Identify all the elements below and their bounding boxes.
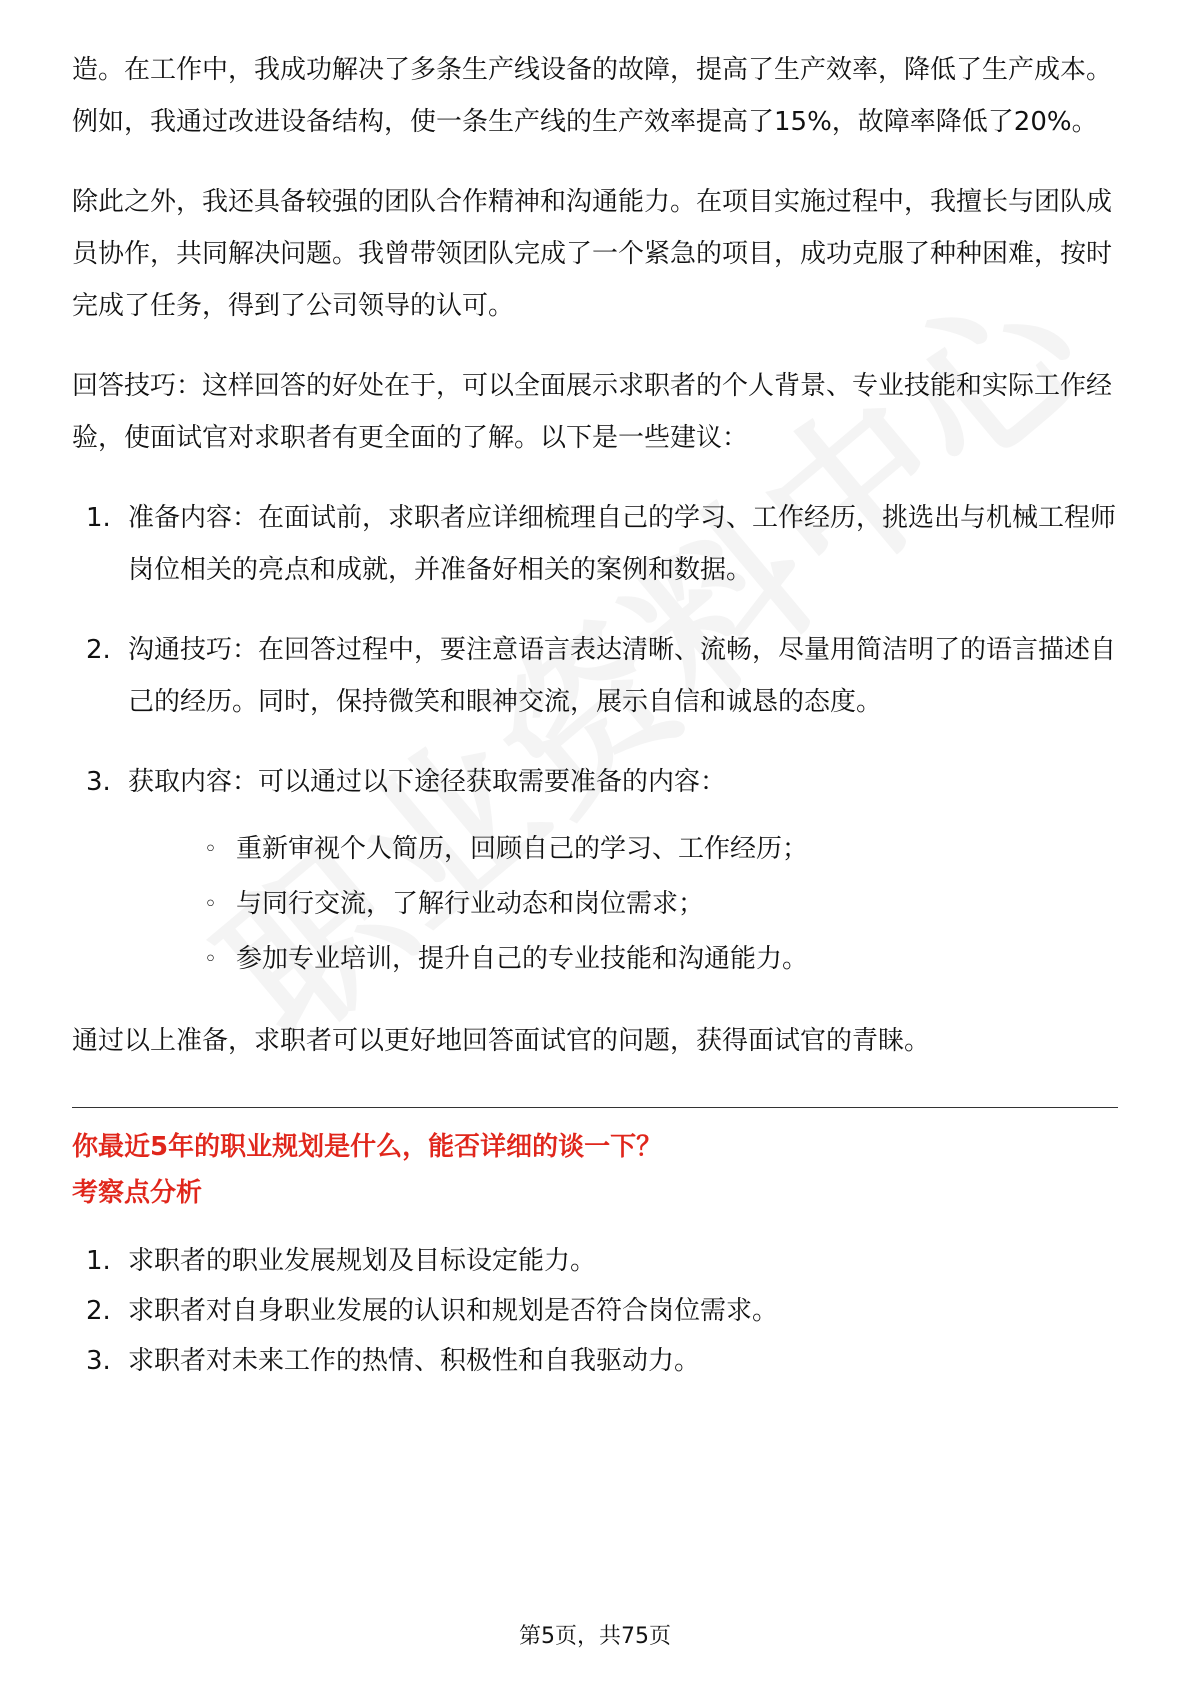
tips-list xyxy=(72,492,1118,987)
list-number: 1. xyxy=(86,1246,111,1276)
sublist-item xyxy=(128,877,1118,932)
question-heading: 你最近5年的职业规划是什么，能否详细的谈一下？ xyxy=(72,1132,663,1162)
page-content xyxy=(72,44,1118,1386)
paragraph-experience: 造。在工作中，我成功解决了多条生产线设备的故障，提高了生产效率，降低了生产成本。例如，我通过改进设备结构，使一条生产线的生产效率提高了15%，故障率降低了20%。 xyxy=(72,55,1113,137)
analysis-list-item xyxy=(72,1236,1118,1286)
sublist-item xyxy=(128,822,1118,877)
bullet-icon: ◦ xyxy=(204,947,217,972)
sublist-item-text: 重新审视个人简历，回顾自己的学习、工作经历； xyxy=(236,834,809,864)
sources-sublist xyxy=(128,822,1118,987)
analysis-heading: 考察点分析 xyxy=(72,1178,203,1208)
bullet-icon: ◦ xyxy=(204,837,217,862)
paragraph-answer-tips: 回答技巧：这样回答的好处在于，可以全面展示求职者的个人背景、专业技能和实际工作经验，使面试官对求职者有更全面的了解。以下是一些建议： xyxy=(72,371,1113,453)
tips-list-item xyxy=(72,756,1118,987)
tips-list-item xyxy=(72,492,1118,596)
paragraph-teamwork: 除此之外，我还具备较强的团队合作精神和沟通能力。在项目实施过程中，我擅长与团队成员协作，共同解决问题。我曾带领团队完成了一个紧急的项目，成功克服了种种困难，按时完成了任务，得到了公司领导的认可。 xyxy=(72,187,1113,321)
analysis-list-item xyxy=(72,1336,1118,1386)
analysis-list-item xyxy=(72,1286,1118,1336)
list-number: 1. xyxy=(86,503,111,533)
page-number-footer: 第5页，共75页 xyxy=(519,1624,671,1649)
list-number: 3. xyxy=(86,767,111,797)
analysis-list xyxy=(72,1236,1118,1386)
section-divider xyxy=(72,1107,1118,1108)
list-item-text: 求职者的职业发展规划及目标设定能力。 xyxy=(128,1246,597,1276)
list-number: 2. xyxy=(86,635,111,665)
bullet-icon: ◦ xyxy=(204,892,217,917)
sublist-item-text: 与同行交流，了解行业动态和岗位需求； xyxy=(236,889,705,919)
tips-list-item xyxy=(72,624,1118,728)
list-item-text: 求职者对未来工作的热情、积极性和自我驱动力。 xyxy=(128,1346,701,1376)
list-item-text: 获取内容：可以通过以下途径获取需要准备的内容： xyxy=(128,767,727,797)
list-item-text: 求职者对自身职业发展的认识和规划是否符合岗位需求。 xyxy=(128,1296,779,1326)
list-item-text: 准备内容：在面试前，求职者应详细梳理自己的学习、工作经历，挑选出与机械工程师岗位相关的亮点和成就，并准备好相关的案例和数据。 xyxy=(128,503,1117,585)
sublist-item-text: 参加专业培训，提升自己的专业技能和沟通能力。 xyxy=(236,944,809,974)
list-item-text: 沟通技巧：在回答过程中，要注意语言表达清晰、流畅，尽量用简洁明了的语言描述自己的经历。同时，保持微笑和眼神交流，展示自信和诚恳的态度。 xyxy=(128,635,1117,717)
sublist-item xyxy=(128,932,1118,987)
paragraph-conclusion: 通过以上准备，求职者可以更好地回答面试官的问题，获得面试官的青睐。 xyxy=(72,1026,931,1056)
list-number: 2. xyxy=(86,1296,111,1326)
list-number: 3. xyxy=(86,1346,111,1376)
